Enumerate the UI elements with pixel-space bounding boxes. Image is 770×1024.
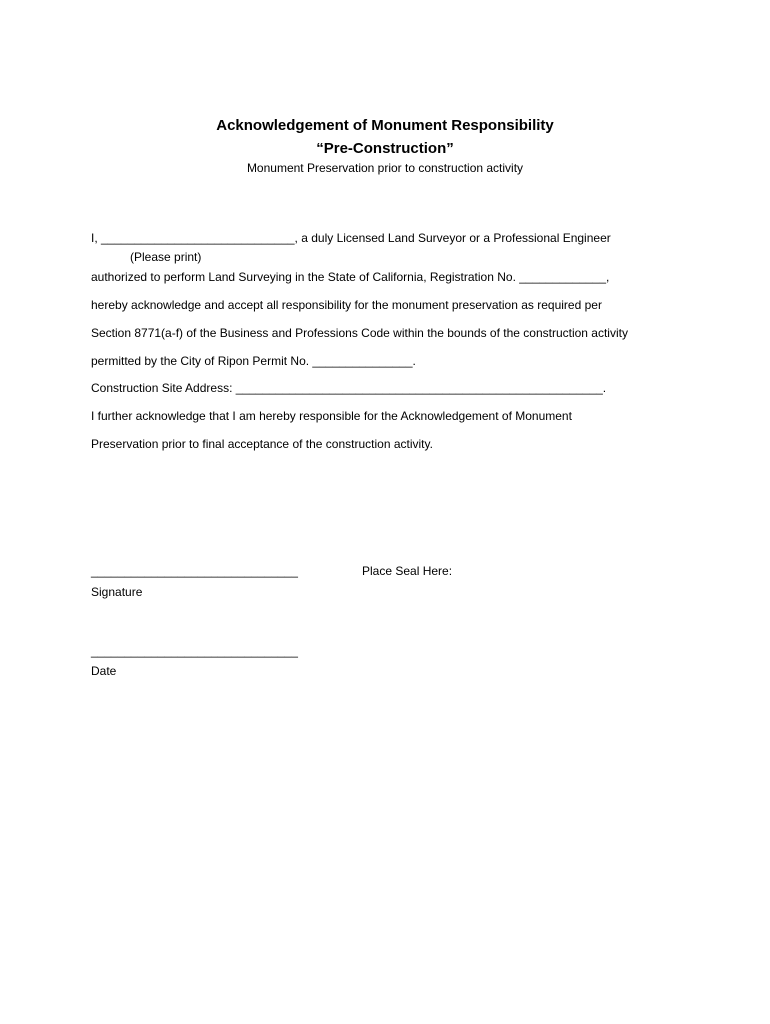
document-subtitle-quote: “Pre-Construction” xyxy=(316,140,454,157)
body-line-6: Construction Site Address: _______________________________________________________. xyxy=(91,381,607,395)
body-line-7: I further acknowledge that I am hereby responsible for the Acknowledgement of Monument xyxy=(91,409,572,423)
body-line-5: permitted by the City of Ripon Permit No. _______________. xyxy=(91,354,416,368)
signature-line: _______________________________ xyxy=(91,564,298,578)
document-title: Acknowledgement of Monument Responsibility xyxy=(216,117,554,134)
body-line-2: authorized to perform Land Surveying in the State of California, Registration No. _____________, xyxy=(91,270,610,284)
signature-label: Signature xyxy=(91,585,143,599)
date-label: Date xyxy=(91,664,117,678)
seal-label: Place Seal Here: xyxy=(362,564,453,578)
date-line: _______________________________ xyxy=(91,644,298,658)
body-line-1: I, _____________________________, a duly Licensed Land Surveyor or a Professional Engineer xyxy=(91,231,611,245)
body-line-3: hereby acknowledge and accept all responsibility for the monument preservation as required per xyxy=(91,298,602,312)
print-note: (Please print) xyxy=(130,250,202,264)
body-line-4: Section 8771(a-f) of the Business and Professions Code within the bounds of the construction activity xyxy=(91,326,628,340)
body-line-8: Preservation prior to final acceptance of the construction activity. xyxy=(91,437,433,451)
document-subtitle: Monument Preservation prior to construction activity xyxy=(246,161,524,175)
